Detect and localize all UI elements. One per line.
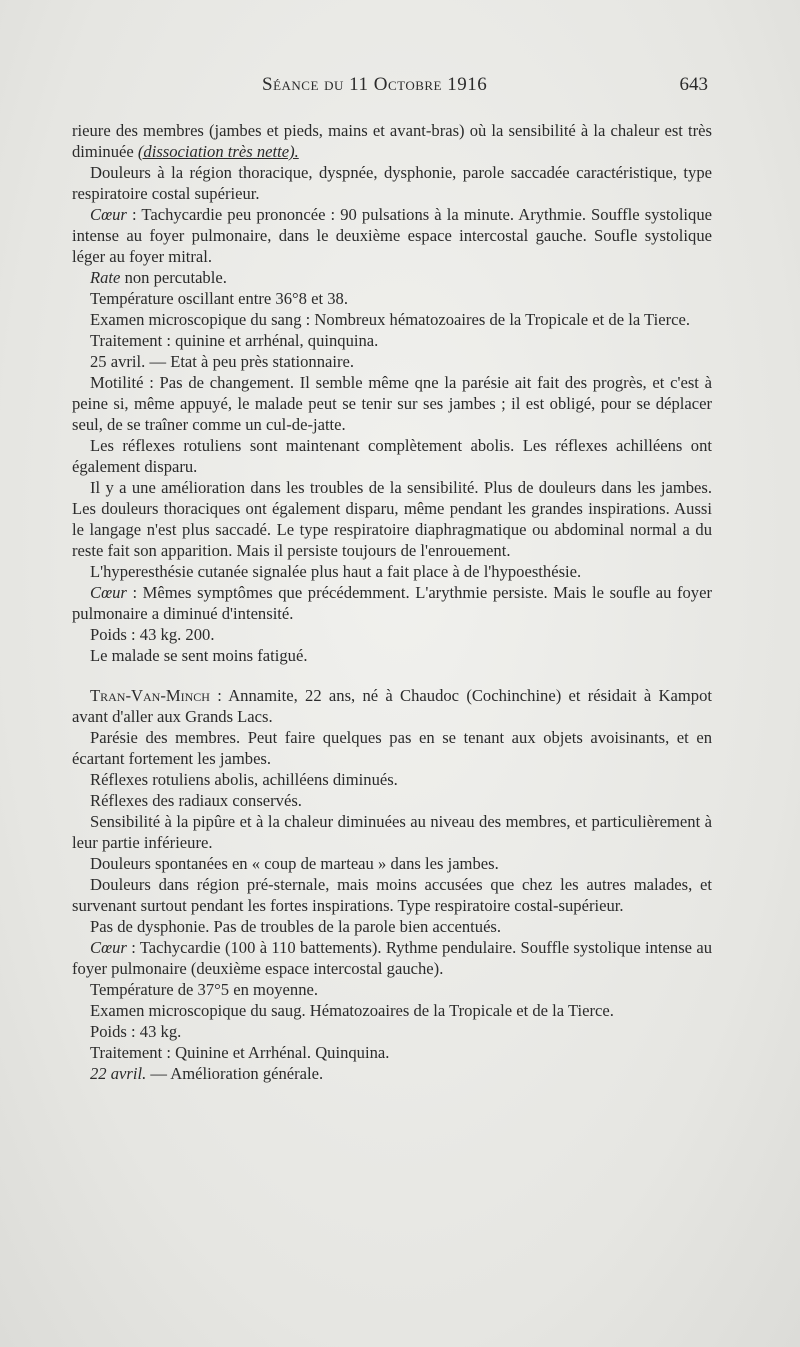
paragraph-text: Douleurs à la région thoracique, dyspnée, dysphonie, parole saccadée caractéristique, type respiratoire costal supérieur. (72, 163, 712, 203)
paragraph-text: rieure des membres (jambes et pieds, mains et avant-bras) où la sensibilité à la chaleur est très diminuée (72, 121, 712, 161)
paragraph-label: Cœur (90, 583, 127, 602)
paragraph-text: Examen microscopique du saug. Hématozoaires de la Tropicale et de la Tierce. (90, 1001, 614, 1020)
paragraph (72, 645, 712, 666)
paragraph (72, 120, 712, 162)
paragraph-text: : Tachycardie (100 à 110 battements). Rythme pendulaire. Souffle systolique intense au foyer pulmonaire (deuxième espace intercostal gauche). (72, 938, 712, 978)
paragraph (72, 874, 712, 916)
header-title: Séance du 11 Octobre 1916 (262, 74, 488, 95)
paragraph-text: Sensibilité à la pipûre et à la chaleur diminuées au niveau des membres, et particulièrement à leur partie inférieure. (72, 812, 712, 852)
paragraph (72, 769, 712, 790)
paragraph (72, 477, 712, 561)
paragraph (72, 790, 712, 811)
underlined-text: (dissociation très nette). (137, 142, 299, 161)
paragraph-text: Température de 37°5 en moyenne. (90, 980, 319, 999)
paragraph-text: — Amélioration générale. (146, 1064, 324, 1083)
paragraph-text: Le malade se sent moins fatigué. (90, 646, 308, 665)
paragraph (72, 330, 712, 351)
paragraph-text: : Mêmes symptômes que précédemment. L'arythmie persiste. Mais le soufle au foyer pulmonaire a diminué d'intensité. (72, 583, 712, 623)
paragraph-text: : Annamite, 22 ans, né à Chaudoc (Cochinchine) et résidait à Kampot avant d'aller aux Grands Lacs. (72, 686, 712, 726)
paragraph (72, 979, 712, 1000)
paragraph-text: Les réflexes rotuliens sont maintenant complètement abolis. Les réflexes achilléens ont également disparu. (72, 436, 712, 476)
paragraph-text: L'hyperesthésie cutanée signalée plus haut a fait place à de l'hypoesthésie. (90, 562, 582, 581)
paragraph-text: Douleurs dans région pré-sternale, mais moins accusées que chez les autres malades, et survenant surtout pendant les fortes inspirations. Type respiratoire costal-supérieur. (72, 875, 712, 915)
paragraph (72, 288, 712, 309)
paragraph (72, 685, 712, 727)
paragraph-label: Cœur (90, 205, 127, 224)
paragraph-text: Douleurs spontanées en « coup de marteau » dans les jambes. (90, 854, 499, 873)
paragraph-text: Traitement : quinine et arrhénal, quinquina. (90, 331, 379, 350)
paragraph (72, 937, 712, 979)
paragraph (72, 1042, 712, 1063)
body-text (72, 120, 712, 1084)
paragraph (72, 372, 712, 435)
paragraph-text: Motilité : Pas de changement. Il semble même qne la parésie ait fait des progrès, et c'est à peine si, même appuyé, le malade peut se tenir sur ses jambes ; il est obligé, pour se déplacer seul, de se traîner comme un cul-de-jatte. (72, 373, 712, 434)
paragraph-text: Poids : 43 kg. (90, 1022, 182, 1041)
paragraph-text: Traitement : Quinine et Arrhénal. Quinquina. (90, 1043, 390, 1062)
paragraph (72, 204, 712, 267)
paragraph (72, 1063, 712, 1084)
paragraph-label: Cœur (90, 938, 127, 957)
paragraph-text: Poids : 43 kg. 200. (90, 625, 215, 644)
paragraph (72, 582, 712, 624)
paragraph (72, 727, 712, 769)
paragraph (72, 435, 712, 477)
paragraph-text: : Tachycardie peu prononcée : 90 pulsations à la minute. Arythmie. Souffle systolique intense au foyer pulmonaire, dans le deuxième espace intercostal gauche. Soufle systolique léger au foyer mitral. (72, 205, 712, 266)
paragraph-text: non percutable. (120, 268, 227, 287)
paragraph (72, 1000, 712, 1021)
paragraph (72, 561, 712, 582)
paragraph (72, 267, 712, 288)
paragraph-text: 25 avril. — Etat à peu près stationnaire. (90, 352, 355, 371)
paragraph-text: Parésie des membres. Peut faire quelques pas en se tenant aux objets avoisinants, et en écartant fortement les jambes. (72, 728, 712, 768)
paragraph-text: Température oscillant entre 36°8 et 38. (90, 289, 348, 308)
paragraph (72, 811, 712, 853)
paragraph-text: Il y a une amélioration dans les troubles de la sensibilité. Plus de douleurs dans les jambes. Les douleurs thoraciques ont également disparu, même pendant les grandes inspirations. Aussi le langage n'est plus saccadé. Le type respiratoire diaphragmatique ou abdominal normal a du reste fait son apparition. Mais il persiste toujours de l'enrouement. (72, 478, 712, 560)
paragraph-text: Pas de dysphonie. Pas de troubles de la parole bien accentués. (90, 917, 502, 936)
paragraph (72, 351, 712, 372)
paragraph-label: Rate (90, 268, 121, 287)
paragraph (72, 853, 712, 874)
paragraph-text: Examen microscopique du sang : Nombreux hématozoaires de la Tropicale et de la Tierce. (90, 310, 690, 329)
paragraph (72, 916, 712, 937)
page-number: 643 (679, 74, 708, 95)
paragraph-label: 22 avril. (90, 1064, 147, 1083)
patient-name: Tran-Van-Minch (90, 686, 210, 705)
paragraph-text: Réflexes rotuliens abolis, achilléens diminués. (90, 770, 398, 789)
paragraph (72, 624, 712, 645)
paragraph (72, 1021, 712, 1042)
running-header (0, 74, 800, 98)
paragraph (72, 309, 712, 330)
paragraph-text: Réflexes des radiaux conservés. (90, 791, 302, 810)
paragraph (72, 162, 712, 204)
